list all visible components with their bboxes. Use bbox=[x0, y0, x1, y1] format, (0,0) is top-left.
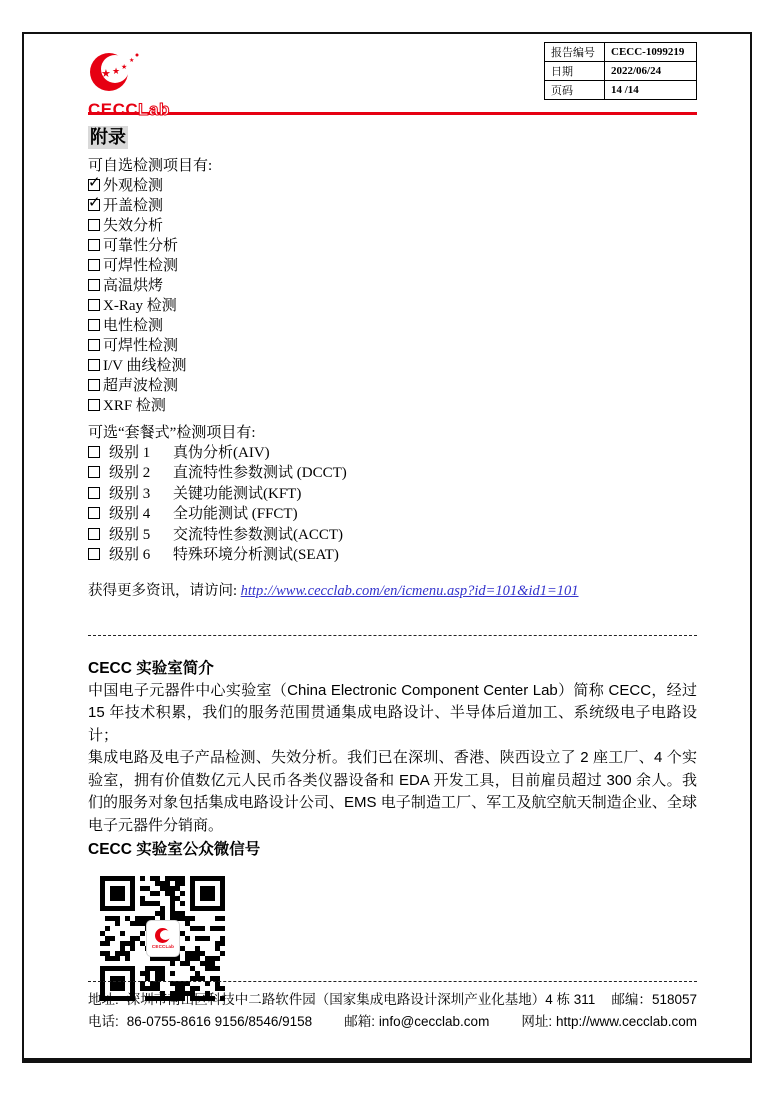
report-page bbox=[22, 32, 752, 1063]
svg-text:★: ★ bbox=[101, 67, 111, 80]
list-item: 级别 5 交流特性参数测试(ACCT) bbox=[88, 525, 697, 546]
address-value: 深圳市南山区科技中二路软件园（国家集成电路设计深圳产业化基地）4 栋 311 bbox=[126, 992, 596, 1007]
more-info-label: 获得更多资讯，请访问: bbox=[88, 582, 241, 599]
more-info-line bbox=[88, 579, 697, 600]
list-item: 电性检测 bbox=[88, 316, 697, 336]
checkbox-icon bbox=[88, 219, 100, 231]
checkbox-icon bbox=[88, 299, 100, 311]
checkbox-icon bbox=[88, 359, 100, 371]
list-item: X-Ray 检测 bbox=[88, 296, 697, 316]
phone-value: 86-0755-8616 9156/8546/9158 bbox=[126, 1013, 313, 1029]
checkbox-icon bbox=[88, 528, 100, 540]
list-item: 级别 3 关键功能测试(KFT) bbox=[88, 484, 697, 505]
checkbox-icon bbox=[88, 239, 100, 251]
optional-items-heading: 可自选检测项目有: bbox=[88, 157, 213, 174]
list-item: I/V 曲线检测 bbox=[88, 356, 697, 376]
list-item: 可焊性检测 bbox=[88, 336, 697, 356]
footer-divider bbox=[88, 981, 697, 982]
footer-line-1 bbox=[88, 989, 697, 1011]
checkbox-icon bbox=[88, 279, 100, 291]
cecc-logo-text: CECCLab bbox=[88, 100, 170, 119]
email-label: 邮箱: bbox=[344, 1013, 376, 1029]
website-link[interactable]: http://www.cecclab.com bbox=[555, 1013, 697, 1029]
report-info-table bbox=[544, 42, 697, 100]
email-link[interactable]: info@cecclab.com bbox=[378, 1013, 490, 1029]
list-item: 可焊性检测 bbox=[88, 256, 697, 276]
list-item: 级别 1 真伪分析(AIV) bbox=[88, 443, 697, 464]
date-value: 2022/06/24 bbox=[605, 62, 697, 81]
svg-text:★: ★ bbox=[129, 57, 135, 64]
list-item: 高温烘烤 bbox=[88, 276, 697, 296]
list-item: 失效分析 bbox=[88, 216, 697, 236]
address-group bbox=[88, 989, 595, 1011]
table-row bbox=[545, 43, 697, 62]
wechat-title: CECC 实验室公众微信号 bbox=[88, 841, 261, 858]
phone-label: 电话: bbox=[88, 1013, 119, 1029]
cecc-logo bbox=[88, 52, 218, 118]
checkbox-icon bbox=[88, 548, 100, 560]
checkbox-icon bbox=[88, 446, 100, 458]
svg-text:★: ★ bbox=[112, 67, 121, 77]
qr-center-logo bbox=[146, 920, 180, 957]
checkbox-icon bbox=[88, 466, 100, 478]
more-info-link[interactable]: http://www.cecclab.com/en/icmenu.asp?id=101&id1=101 bbox=[240, 582, 579, 599]
checkbox-icon bbox=[88, 399, 100, 411]
checkbox-icon bbox=[88, 379, 100, 391]
list-item: 级别 2 直流特性参数测试 (DCCT) bbox=[88, 463, 697, 484]
website-group bbox=[521, 1011, 697, 1033]
footer-line-2 bbox=[88, 1011, 697, 1033]
section-divider bbox=[88, 635, 697, 636]
cecc-crescent-icon bbox=[88, 52, 152, 94]
optional-checklist bbox=[88, 172, 697, 416]
email-group bbox=[344, 1011, 489, 1033]
list-item: 级别 4 全功能测试 (FFCT) bbox=[88, 504, 697, 525]
checkbox-checked-icon: ✓ bbox=[88, 192, 101, 211]
zip-label: 邮编： bbox=[611, 992, 652, 1007]
cecc-crescent-icon bbox=[154, 928, 172, 943]
package-checklist bbox=[88, 443, 697, 566]
zip-group bbox=[611, 989, 697, 1011]
zip-value: 518057 bbox=[651, 992, 697, 1007]
list-item: XRF 检测 bbox=[88, 396, 697, 416]
report-no-value: CECC-1099219 bbox=[605, 43, 697, 62]
list-item: 可靠性分析 bbox=[88, 236, 697, 256]
appendix-title: 附录 bbox=[90, 127, 126, 147]
checkbox-icon bbox=[88, 487, 100, 499]
date-label: 日期 bbox=[545, 62, 605, 81]
checkbox-icon bbox=[88, 507, 100, 519]
page-no-label: 页码 bbox=[545, 81, 605, 100]
table-row bbox=[545, 81, 697, 100]
svg-text:★: ★ bbox=[121, 63, 128, 71]
page-no-value: 14 /14 bbox=[605, 81, 697, 100]
intro-paragraph-2: 集成电路及电子产品检测、失效分析。我们已在深圳、香港、陕西设立了 2 座工厂、4 个实验室，拥有价值数亿元人民币各类仪器设备和 EDA 开发工具，目前雇员超过 300 余人。我们的服务对象包括集成电路设计公司、EMS 电子制造工厂、军工及航空航天制造企业、全球电子元器件分销商。 bbox=[88, 749, 697, 834]
website-label: 网址: bbox=[521, 1013, 553, 1029]
list-item: ✓ 外观检测 bbox=[88, 172, 164, 194]
package-items-heading: 可选“套餐式”检测项目有: bbox=[88, 424, 256, 441]
list-item: 级别 6 特殊环境分析测试(SEAT) bbox=[88, 545, 697, 566]
intro-title: CECC 实验室简介 bbox=[88, 659, 214, 677]
page-footer bbox=[88, 981, 697, 1032]
list-item: ✓ 开盖检测 bbox=[88, 192, 164, 214]
page-header bbox=[88, 34, 697, 119]
qr-logo-text: CECCLab bbox=[151, 944, 175, 949]
report-no-label: 报告编号 bbox=[545, 43, 605, 62]
checkbox-icon bbox=[88, 319, 100, 331]
address-label: 地址: bbox=[88, 992, 119, 1007]
checkbox-checked-icon: ✓ bbox=[88, 172, 101, 191]
list-item: 超声波检测 bbox=[88, 376, 697, 396]
intro-paragraph-1: 中国电子元器件中心实验室（China Electronic Component Center Lab）简称 CECC，经过 15 年技术积累，我们的服务范围贯通集成电路设计、半导体后道加工、系统级电子电路设计； bbox=[88, 681, 697, 744]
checkbox-icon bbox=[88, 259, 100, 271]
table-row bbox=[545, 62, 697, 81]
phone-group bbox=[88, 1011, 312, 1033]
checkbox-icon bbox=[88, 339, 100, 351]
